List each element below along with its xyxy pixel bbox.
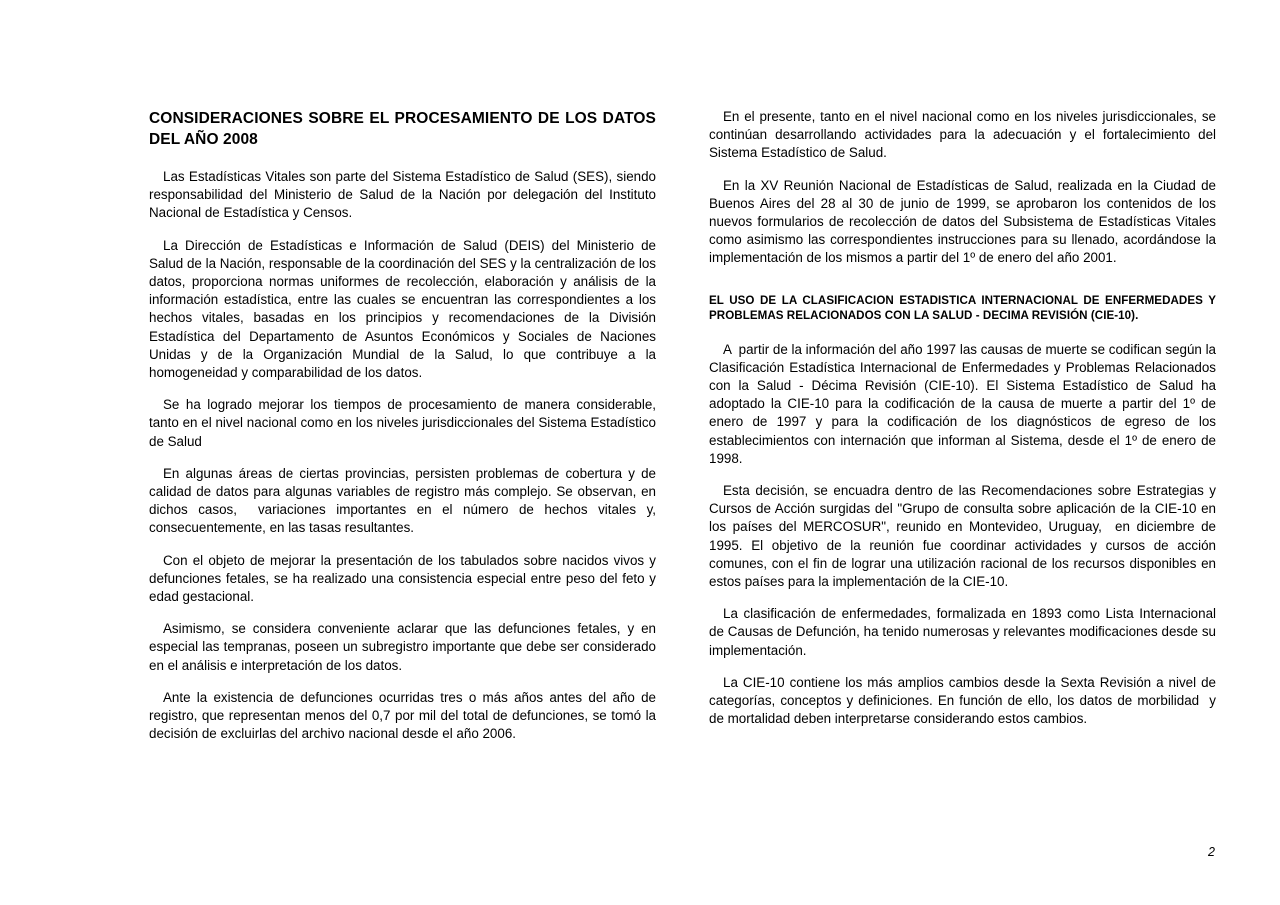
body-paragraph: Asimismo, se considera conveniente aclarar que las defunciones fetales, y en especial las tempranas, poseen un subregistro importante que debe ser considerado en el análisis e interpretación de los datos.	[149, 621, 660, 673]
body-paragraph: Se ha logrado mejorar los tiempos de procesamiento de manera considerable, tanto en el nivel nacional como en los niveles jurisdiccionales del Sistema Estadístico de Salud	[149, 397, 660, 449]
paragraph-block	[709, 482, 1220, 591]
body-paragraph: A partir de la información del año 1997 las causas de muerte se codifican según la Clasificación Estadística Internacional de Enfermedades y Problemas Relacionados con la Salud - Décima Revisión (CIE-10). El Sistema Estadístico de Salud ha adoptado la CIE-10 para la codificación de la causa de muerte a partir del 1º de enero de 1997 y para la codificación de los diagnósticos de egreso de los establecimientos con internación que informan al Sistema, desde el 1º de enero de 1998.	[709, 341, 1220, 466]
section-heading-block	[709, 293, 1216, 324]
paragraph-block	[149, 465, 660, 538]
two-column-body	[149, 108, 1220, 743]
body-paragraph: En el presente, tanto en el nivel nacional como en los niveles jurisdiccionales, se continúan desarrollando actividades para la adecuación y el fortalecimiento del Sistema Estadístico de Salud.	[709, 109, 1220, 161]
paragraph-block	[709, 674, 1220, 729]
body-paragraph: Esta decisión, se encuadra dentro de las Recomendaciones sobre Estrategias y Cursos de Acción surgidas del "Grupo de consulta sobre aplicación de la CIE-10 en los países del MERCOSUR", reunido en Montevideo, Uruguay, en diciembre de 1995. El objetivo de la reunión fue coordinar actividades y cursos de acción comunes, con el fin de lograr una utilización racional de los recursos disponibles en estos países para la implementación de la CIE-10.	[709, 483, 1220, 590]
page-number: 2	[1208, 845, 1215, 859]
paragraph-block	[709, 605, 1220, 660]
right-column	[709, 108, 1220, 728]
body-paragraph: La clasificación de enfermedades, formalizada en 1893 como Lista Internacional de Causas de Defunción, ha tenido numerosas y relevantes modificaciones desde su implementación.	[709, 606, 1220, 658]
paragraph-block	[149, 237, 660, 383]
paragraph-block	[149, 396, 660, 451]
paragraph-block	[709, 108, 1220, 163]
section-heading: EL USO DE LA CLASIFICACION ESTADISTICA INTERNACIONAL DE ENFERMEDADES Y PROBLEMAS RELACIONADOS CON LA SALUD - DECIMA REVISIÓN (CIE-10).	[709, 293, 1216, 323]
paragraph-block	[149, 620, 660, 675]
body-paragraph: Con el objeto de mejorar la presentación de los tabulados sobre nacidos vivos y defunciones fetales, se ha realizado una consistencia especial entre peso del feto y edad gestacional.	[149, 552, 660, 605]
page-title: CONSIDERACIONES SOBRE EL PROCESAMIENTO DE LOS DATOS DEL AÑO 2008	[149, 110, 656, 148]
paragraph-block	[149, 689, 660, 744]
body-paragraph: En la XV Reunión Nacional de Estadísticas de Salud, realizada en la Ciudad de Buenos Aires del 28 al 30 de junio de 1999, se aprobaron los contenidos de los nuevos formularios de recolección de datos del Subsistema de Estadísticas Vitales como asimismo las correspondientes instrucciones para su llenado, acordándose la implementación de los mismos a partir del 1º de enero del año 2001.	[709, 177, 1220, 266]
body-paragraph: Las Estadísticas Vitales son parte del Sistema Estadístico de Salud (SES), siendo responsabilidad del Ministerio de Salud de la Nación por delegación del Instituto Nacional de Estadística y Censos.	[149, 169, 660, 221]
paragraph-block	[149, 552, 660, 607]
body-paragraph: La CIE-10 contiene los más amplios cambios desde la Sexta Revisión a nivel de categorías, conceptos y definiciones. En función de ello, los datos de morbilidad y de mortalidad deben interpretarse considerando estos cambios.	[709, 674, 1220, 727]
body-paragraph: La Dirección de Estadísticas e Información de Salud (DEIS) del Ministerio de Salud de la Nación, responsable de la coordinación del SES y la centralización de los datos, proporciona normas uniformes de recolección, elaboración y análisis de la información estadística, entre las cuales se encuentran las correspondientes a los hechos vitales, basadas en los principios y recomendaciones de la División Estadística del Departamento de Asuntos Económicos y Sociales de Naciones Unidas y de la Organización Mundial de la Salud, lo que contribuye a la homogeneidad y comparabilidad de los datos.	[149, 237, 660, 381]
left-column	[149, 108, 660, 743]
body-paragraph: Ante la existencia de defunciones ocurridas tres o más años antes del año de registro, que representan menos del 0,7 por mil del total de defunciones, se tomó la decisión de excluirlas del archivo nacional desde el año 2006.	[149, 689, 660, 742]
page-title-block	[149, 108, 656, 150]
body-paragraph: En algunas áreas de ciertas provincias, persisten problemas de cobertura y de calidad de datos para algunas variables de registro más complejo. Se observan, en dichos casos, variaciones importantes en el número de hechos vitales y, consecuentemente, en las tasas resultantes.	[149, 465, 660, 536]
paragraph-block	[709, 341, 1220, 468]
paragraph-block	[149, 168, 660, 223]
paragraph-block	[709, 177, 1220, 268]
